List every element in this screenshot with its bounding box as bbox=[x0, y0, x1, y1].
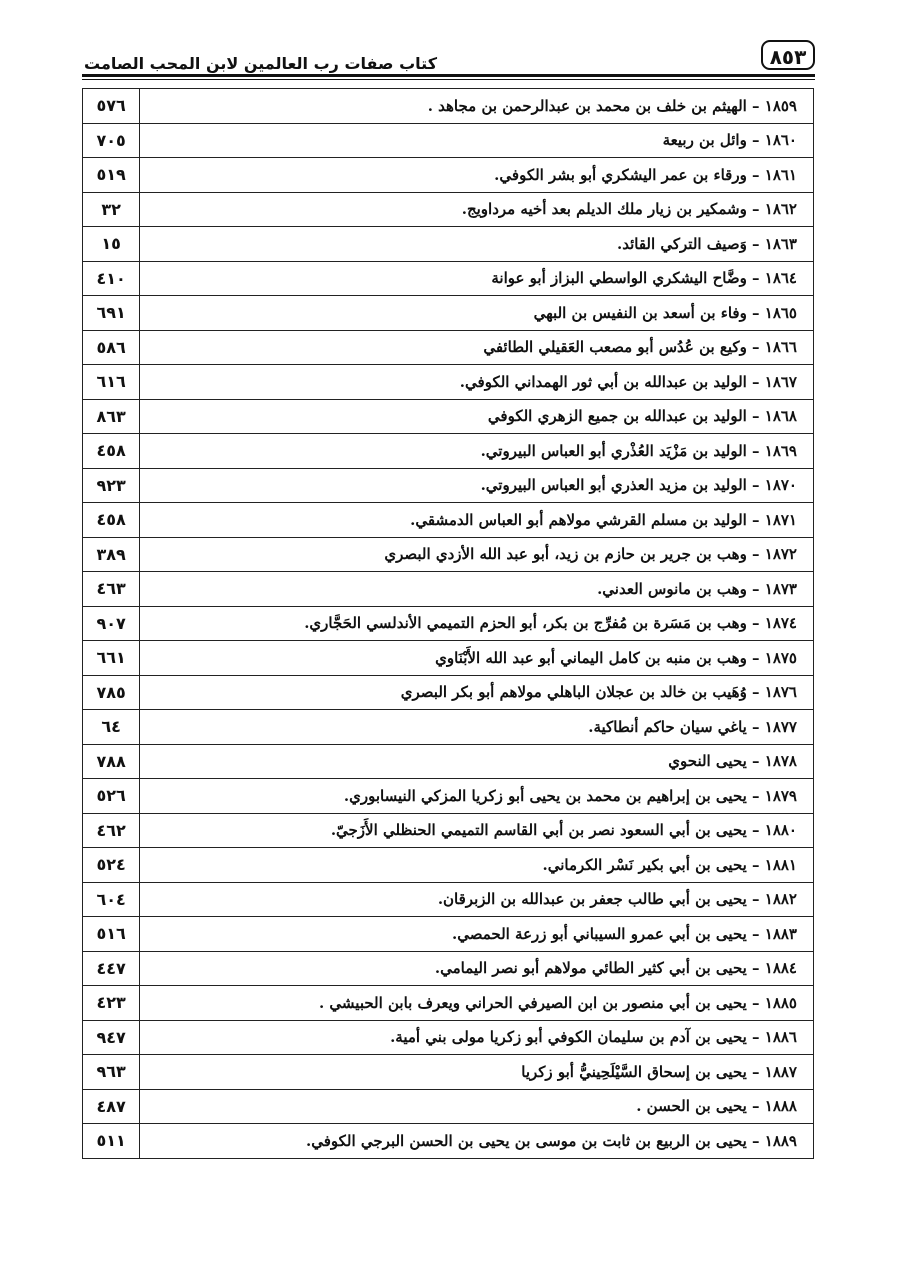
entry-page-number: ٥٨٦ bbox=[83, 330, 140, 365]
entry-name: ١٨٦٠ – وائل بن ربيعة bbox=[140, 123, 814, 158]
table-row bbox=[83, 951, 814, 986]
entry-page-number: ٥٧٦ bbox=[83, 89, 140, 124]
entry-name: ١٨٨٢ – يحيى بن أبي طالب جعفر بن عبدالله بن الزبرقان. bbox=[140, 882, 814, 917]
entry-name: ١٨٨١ – يحيى بن أبي بكير نَسْر الكرماني. bbox=[140, 848, 814, 883]
table-row bbox=[83, 227, 814, 262]
entry-name: ١٨٧٥ – وهب بن منبه بن كامل اليماني أبو عبد الله الأَبْنَاوي bbox=[140, 641, 814, 676]
table-row bbox=[83, 365, 814, 400]
entry-name: ١٨٦٩ – الوليد بن مَزْيَد العُذْري أبو العباس البيروتي. bbox=[140, 434, 814, 469]
entry-page-number: ٧٨٨ bbox=[83, 744, 140, 779]
table-row bbox=[83, 1124, 814, 1159]
entry-page-number: ٥٢٤ bbox=[83, 848, 140, 883]
entry-page-number: ٦٦١ bbox=[83, 641, 140, 676]
table-row bbox=[83, 296, 814, 331]
entry-page-number: ٧٨٥ bbox=[83, 675, 140, 710]
header-rule-thin bbox=[82, 79, 815, 80]
entry-page-number: ٦٠٤ bbox=[83, 882, 140, 917]
entry-name: ١٨٨٨ – يحيى بن الحسن . bbox=[140, 1089, 814, 1124]
table-row bbox=[83, 675, 814, 710]
table-row bbox=[83, 779, 814, 814]
table-row bbox=[83, 882, 814, 917]
entry-name: ١٨٧٤ – وهب بن مَسَرة بن مُفرِّج بن بكر، أبو الحزم التميمي الأندلسي الحَجَّاري. bbox=[140, 606, 814, 641]
entry-page-number: ٣٨٩ bbox=[83, 537, 140, 572]
entry-page-number: ٦١٦ bbox=[83, 365, 140, 400]
table-row bbox=[83, 1020, 814, 1055]
entry-name: ١٨٧٣ – وهب بن مانوس العدني. bbox=[140, 572, 814, 607]
table-row bbox=[83, 572, 814, 607]
entry-page-number: ٤١٠ bbox=[83, 261, 140, 296]
book-title: كتاب صفات رب العالمين لابن المحب الصامت bbox=[84, 54, 438, 73]
page-header bbox=[82, 40, 815, 76]
entry-name: ١٨٨٤ – يحيى بن أبي كثير الطائي مولاهم أبو نصر اليمامي. bbox=[140, 951, 814, 986]
table-row bbox=[83, 986, 814, 1021]
entry-page-number: ٥١١ bbox=[83, 1124, 140, 1159]
table-row bbox=[83, 192, 814, 227]
entry-name: ١٨٧١ – الوليد بن مسلم القرشي مولاهم أبو العباس الدمشقي. bbox=[140, 503, 814, 538]
entry-name: ١٨٥٩ – الهيثم بن خلف بن محمد بن عبدالرحمن بن مجاهد . bbox=[140, 89, 814, 124]
entry-page-number: ٦٩١ bbox=[83, 296, 140, 331]
table-row bbox=[83, 1055, 814, 1090]
entry-name: ١٨٧٧ – ياغي سيان حاكم أنطاكية. bbox=[140, 710, 814, 745]
table-row bbox=[83, 917, 814, 952]
entry-page-number: ٣٢ bbox=[83, 192, 140, 227]
index-table bbox=[82, 88, 814, 1159]
entry-page-number: ٩٢٣ bbox=[83, 468, 140, 503]
entry-page-number: ٥١٩ bbox=[83, 158, 140, 193]
entry-name: ١٨٨٧ – يحيى بن إسحاق السَّيْلَحِينيُّ أبو زكريا bbox=[140, 1055, 814, 1090]
entry-name: ١٨٦٢ – وشمكير بن زيار ملك الديلم بعد أخيه مرداويج. bbox=[140, 192, 814, 227]
entry-name: ١٨٦٧ – الوليد بن عبدالله بن أبي ثور الهمداني الكوفي. bbox=[140, 365, 814, 400]
entry-name: ١٨٨٦ – يحيى بن آدم بن سليمان الكوفي أبو زكريا مولى بني أمية. bbox=[140, 1020, 814, 1055]
table-row bbox=[83, 606, 814, 641]
table-row bbox=[83, 641, 814, 676]
entry-page-number: ٤٤٧ bbox=[83, 951, 140, 986]
table-row bbox=[83, 744, 814, 779]
entry-page-number: ٤٨٧ bbox=[83, 1089, 140, 1124]
entry-name: ١٨٨٩ – يحيى بن الربيع بن ثابت بن موسى بن يحيى بن الحسن البرجي الكوفي. bbox=[140, 1124, 814, 1159]
entry-page-number: ٩٤٧ bbox=[83, 1020, 140, 1055]
table-row bbox=[83, 537, 814, 572]
entry-page-number: ٥١٦ bbox=[83, 917, 140, 952]
entry-name: ١٨٧٢ – وهب بن جرير بن حازم بن زيد، أبو عبد الله الأزدي البصري bbox=[140, 537, 814, 572]
entry-name: ١٨٧٩ – يحيى بن إبراهيم بن محمد بن يحيى أبو زكريا المزكي النيسابوري. bbox=[140, 779, 814, 814]
table-row bbox=[83, 848, 814, 883]
table-row bbox=[83, 503, 814, 538]
table-row bbox=[83, 813, 814, 848]
entry-page-number: ٤٦٢ bbox=[83, 813, 140, 848]
entry-name: ١٨٦٦ – وكيع بن عُدُس أبو مصعب العَقيلي الطائفي bbox=[140, 330, 814, 365]
entry-page-number: ٩٦٣ bbox=[83, 1055, 140, 1090]
entry-name: ١٨٦١ – ورقاء بن عمر اليشكري أبو بشر الكوفي. bbox=[140, 158, 814, 193]
entry-page-number: ٧٠٥ bbox=[83, 123, 140, 158]
table-row bbox=[83, 330, 814, 365]
header-rule-thick bbox=[82, 74, 815, 77]
entry-page-number: ٤٦٣ bbox=[83, 572, 140, 607]
entry-page-number: ٦٤ bbox=[83, 710, 140, 745]
entry-page-number: ٤٢٣ bbox=[83, 986, 140, 1021]
table-row bbox=[83, 261, 814, 296]
entry-page-number: ٥٢٦ bbox=[83, 779, 140, 814]
entry-name: ١٨٧٦ – وُهَيب بن خالد بن عجلان الباهلي مولاهم أبو بكر البصري bbox=[140, 675, 814, 710]
entry-name: ١٨٦٨ – الوليد بن عبدالله بن جميع الزهري الكوفي bbox=[140, 399, 814, 434]
entry-page-number: ١٥ bbox=[83, 227, 140, 262]
table-row bbox=[83, 158, 814, 193]
entry-name: ١٨٨٥ – يحيى بن أبي منصور بن ابن الصيرفي الحراني ويعرف بابن الحبيشي . bbox=[140, 986, 814, 1021]
table-row bbox=[83, 89, 814, 124]
table-row bbox=[83, 399, 814, 434]
entry-page-number: ٤٥٨ bbox=[83, 434, 140, 469]
table-row bbox=[83, 123, 814, 158]
index-table-body bbox=[83, 89, 814, 1159]
entry-name: ١٨٨٠ – يحيى بن أبي السعود نصر بن أبي القاسم التميمي الحنظلي الأَزَجيّ. bbox=[140, 813, 814, 848]
table-row bbox=[83, 434, 814, 469]
table-row bbox=[83, 468, 814, 503]
table-row bbox=[83, 1089, 814, 1124]
entry-page-number: ٤٥٨ bbox=[83, 503, 140, 538]
page-number: ٨٥٣ bbox=[761, 40, 815, 70]
entry-page-number: ٩٠٧ bbox=[83, 606, 140, 641]
table-row bbox=[83, 710, 814, 745]
entry-name: ١٨٧٨ – يحيى النحوي bbox=[140, 744, 814, 779]
entry-name: ١٨٦٥ – وفاء بن أسعد بن النفيس بن البهي bbox=[140, 296, 814, 331]
entry-page-number: ٨٦٣ bbox=[83, 399, 140, 434]
entry-name: ١٨٧٠ – الوليد بن مزيد العذري أبو العباس البيروتي. bbox=[140, 468, 814, 503]
entry-name: ١٨٦٤ – وضَّاح اليشكري الواسطي البزاز أبو عوانة bbox=[140, 261, 814, 296]
entry-name: ١٨٦٣ – وَصيف التركي القائد. bbox=[140, 227, 814, 262]
entry-name: ١٨٨٣ – يحيى بن أبي عمرو السيباني أبو زرعة الحمصي. bbox=[140, 917, 814, 952]
